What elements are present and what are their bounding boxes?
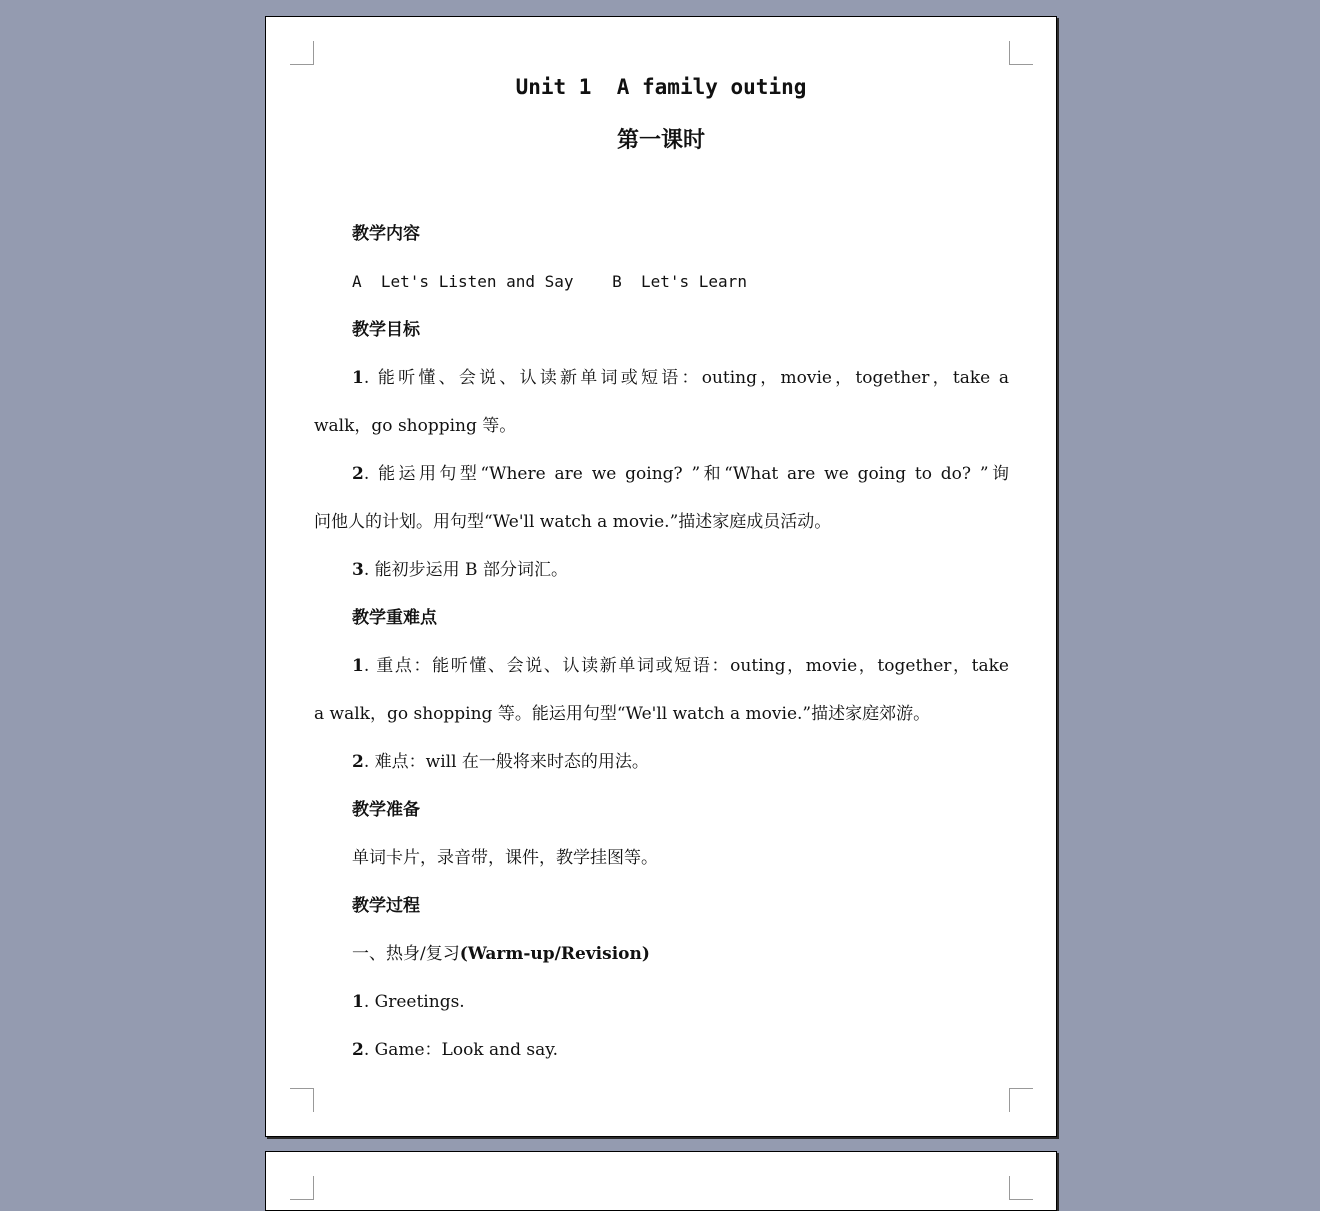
margin-corner-top-right — [1009, 1176, 1033, 1200]
key-point-1-line-2: a walk，go shopping 等。能运用句型“We'll watch a movie.”描述家庭郊游。 — [314, 704, 931, 724]
step-2-text: . Game：Look and say. — [363, 1040, 558, 1060]
teaching-preparation-line: 单词卡片，录音带，课件，教学挂图等。 — [352, 848, 658, 868]
key-point-2-line-1 — [352, 750, 649, 774]
key-point-2-number: 2 — [352, 752, 364, 772]
goal-1-number: 1 — [352, 368, 364, 388]
heading-teaching-preparation: 教学准备 — [352, 800, 420, 820]
goal-1-line-1 — [352, 366, 1009, 390]
step-1-number: 1 — [352, 992, 364, 1012]
key-point-1-number: 1 — [352, 656, 364, 676]
document-page-2 — [265, 1151, 1057, 1211]
step-2-number: 2 — [352, 1040, 364, 1060]
document-title-chinese: 第一课时 — [616, 127, 705, 153]
margin-corner-top-right — [1009, 41, 1033, 65]
heading-teaching-process: 教学过程 — [352, 896, 420, 916]
goal-3-line-1 — [352, 558, 568, 582]
step-1-line — [352, 990, 465, 1014]
document-page-1 — [265, 16, 1057, 1137]
key-point-1-line-1 — [352, 654, 1009, 678]
margin-corner-top-left — [290, 41, 314, 65]
heading-teaching-goals: 教学目标 — [352, 320, 420, 340]
heading-key-points: 教学重难点 — [352, 608, 437, 628]
document-title-english: Unit 1 A family outing — [515, 75, 807, 99]
goal-1-text: . 能听懂、会说、认读新单词或短语：outing，movie，together，take a — [363, 368, 1009, 388]
goal-2-number: 2 — [352, 464, 364, 484]
key-point-1-text: . 重点：能听懂、会说、认读新单词或短语：outing，movie，together，take — [363, 656, 1009, 676]
step-2-line — [352, 1038, 558, 1062]
goal-2-line-1 — [352, 462, 1009, 486]
heading-teaching-content: 教学内容 — [352, 224, 420, 244]
goal-2-line-2: 问他人的计划。用句型“We'll watch a movie.”描述家庭成员活动。 — [314, 512, 832, 532]
goal-2-text: . 能运用句型“Where are we going? ”和“What are we going to do? ”询 — [363, 464, 1009, 484]
goal-1-line-2: walk，go shopping 等。 — [314, 416, 517, 436]
goal-3-number: 3 — [352, 560, 364, 580]
warm-up-english: (Warm-up/Revision) — [459, 944, 650, 964]
goal-3-text: . 能初步运用 B 部分词汇。 — [363, 560, 568, 580]
margin-corner-bottom-left — [290, 1088, 314, 1112]
margin-corner-bottom-right — [1009, 1088, 1033, 1112]
teaching-content-line: A Let's Listen and Say B Let's Learn — [352, 272, 747, 291]
warm-up-prefix: 一、热身/复习 — [352, 944, 460, 964]
margin-corner-top-left — [290, 1176, 314, 1200]
warm-up-line — [352, 942, 650, 966]
step-1-text: . Greetings. — [363, 992, 465, 1012]
key-point-2-text: . 难点：will 在一般将来时态的用法。 — [363, 752, 649, 772]
